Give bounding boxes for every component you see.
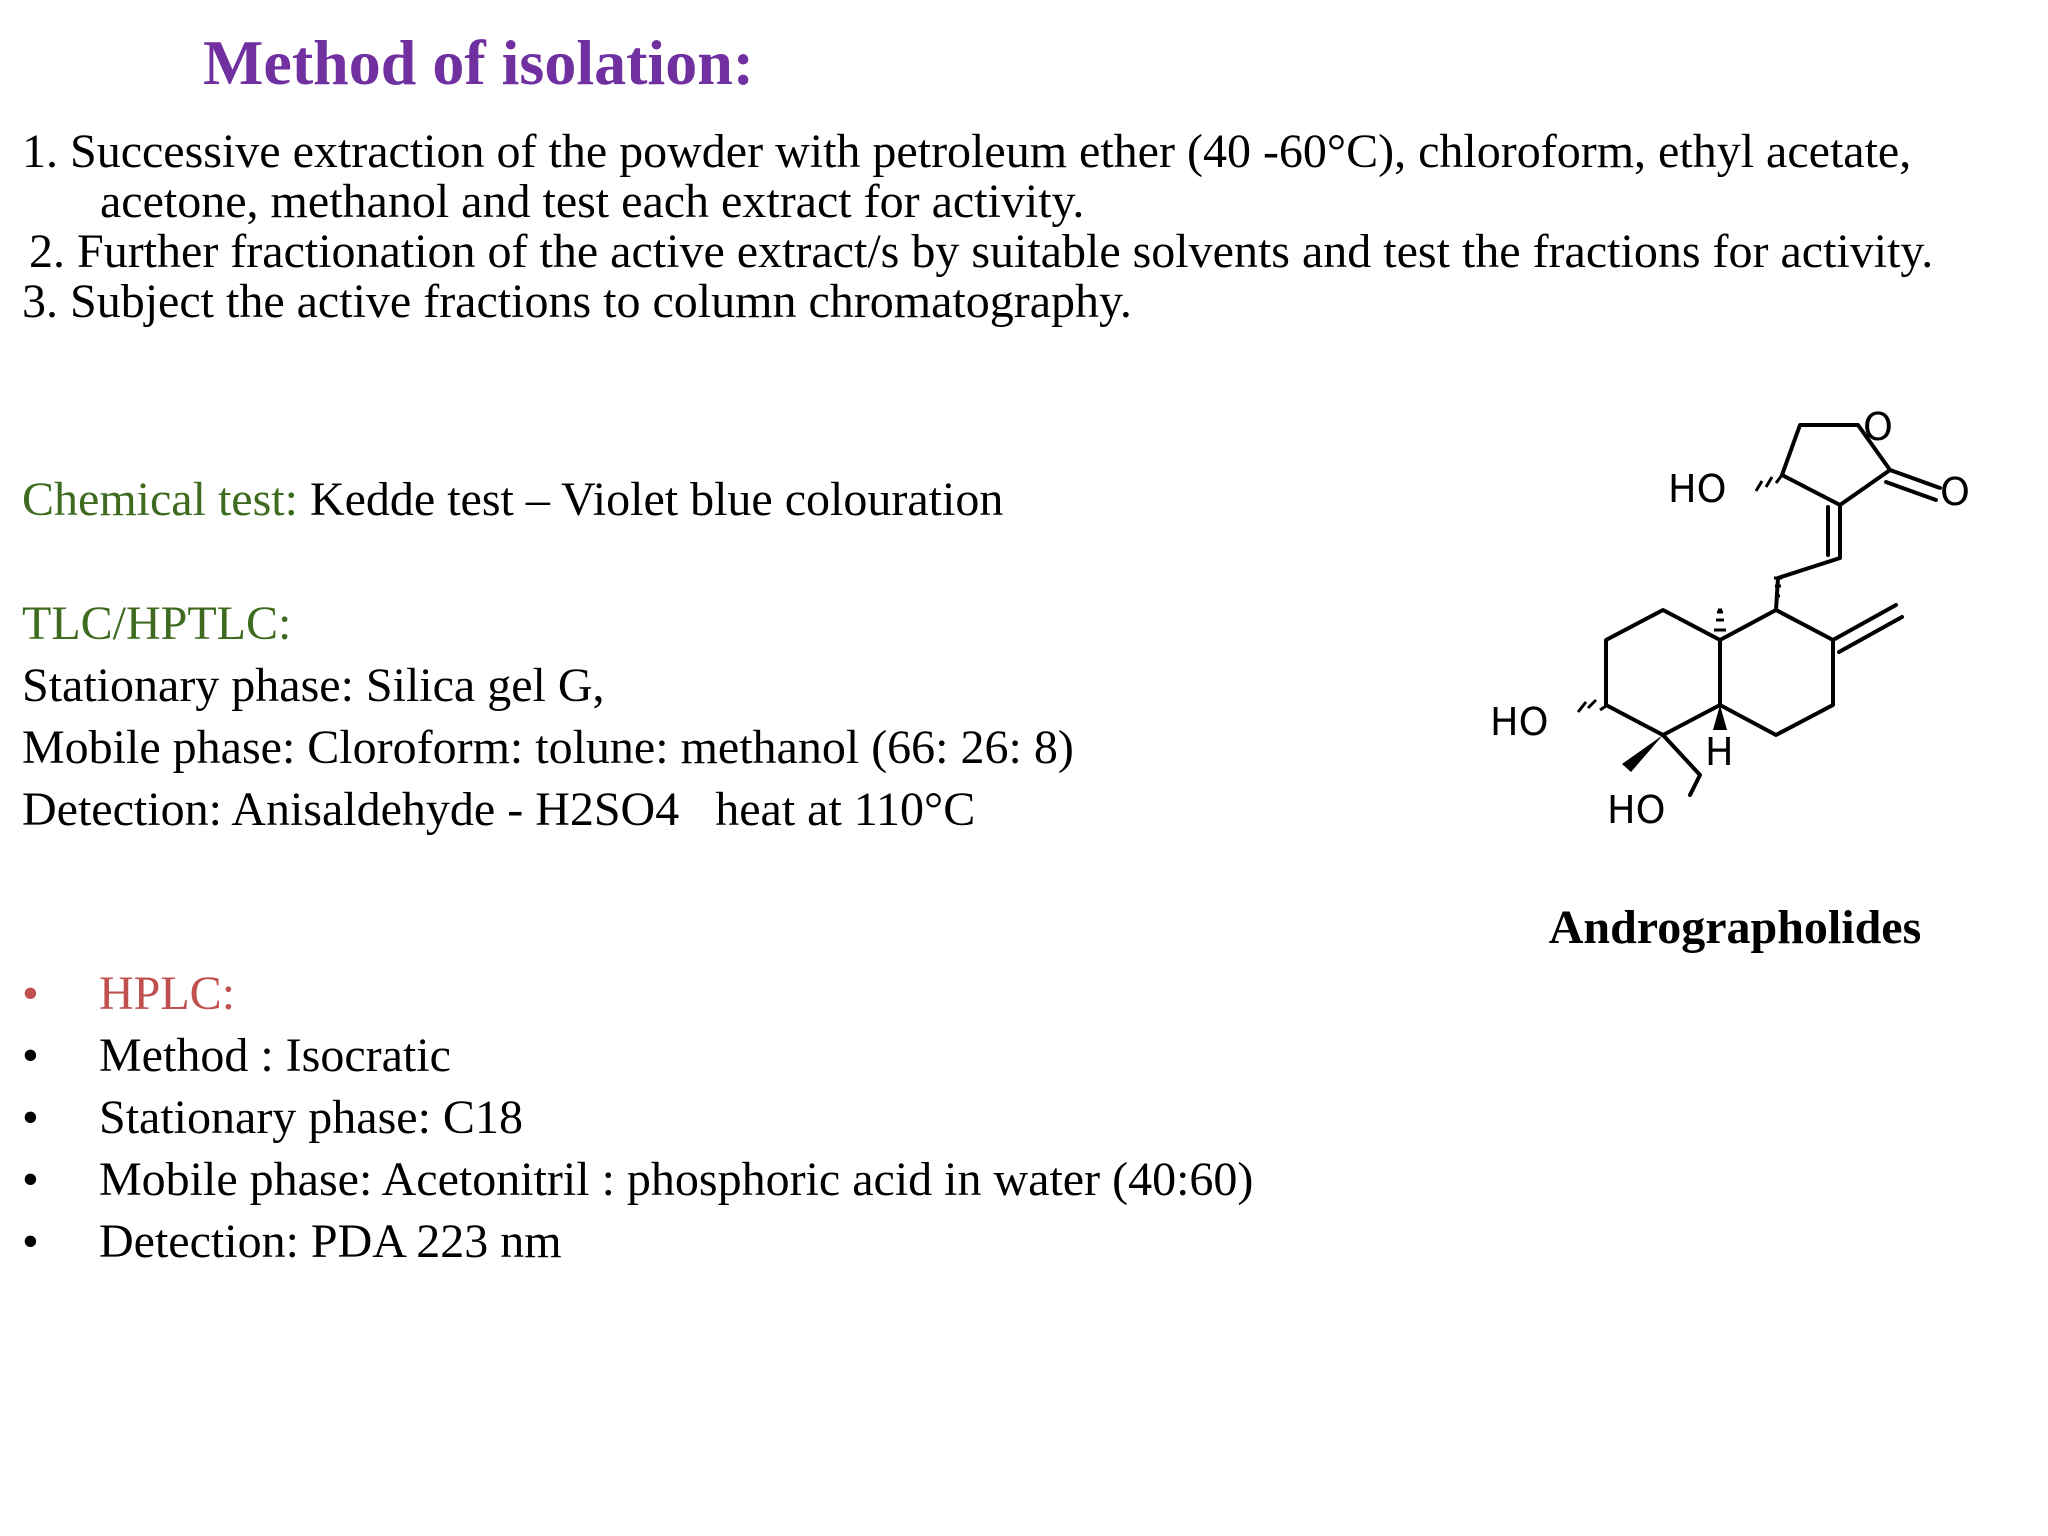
hplc-item-text: Method : Isocratic	[99, 1029, 451, 1082]
hydroxyl-bottom-label: HO	[1607, 788, 1666, 832]
tlc-detection: Detection: Anisaldehyde - H2SO4 heat at 110°C	[22, 783, 976, 836]
tlc-heading: TLC/HPTLC:	[22, 597, 292, 650]
bullet-icon: •	[22, 1029, 39, 1082]
hplc-item-text: Stationary phase: C18	[99, 1091, 523, 1144]
hplc-item	[22, 1087, 1253, 1149]
hydroxyl-top-label: HO	[1668, 467, 1727, 511]
bullet-icon: •	[22, 1091, 39, 1144]
chemical-test-line	[22, 470, 1003, 530]
carbonyl-oxygen-label: O	[1940, 470, 1970, 514]
slide-title: Method of isolation:	[203, 27, 755, 98]
chemical-test-label: Chemical test:	[22, 473, 298, 526]
chemical-test-value: Kedde test – Violet blue colouration	[297, 473, 1004, 526]
bullet-icon: •	[22, 967, 39, 1020]
hydrogen-label: H	[1705, 730, 1734, 774]
hplc-item	[22, 1211, 1253, 1273]
wedge-bond	[1622, 735, 1663, 772]
step-3: 3. Subject the active fractions to column chromatography.	[22, 275, 1132, 328]
bullet-icon: •	[22, 1215, 39, 1268]
hplc-heading-text: HPLC:	[99, 967, 236, 1020]
bullet-icon: •	[22, 1153, 39, 1206]
andrographolide-structure-diagram	[1465, 405, 2005, 845]
tlc-stationary-phase: Stationary phase: Silica gel G,	[22, 659, 605, 712]
hydroxyl-left-label: HO	[1490, 700, 1549, 744]
hplc-item-text: Detection: PDA 223 nm	[99, 1215, 562, 1268]
hplc-item	[22, 1025, 1253, 1087]
tlc-mobile-phase: Mobile phase: Cloroform: tolune: methanol (66: 26: 8)	[22, 721, 1074, 774]
step-2: 2. Further fractionation of the active extract/s by suitable solvents and test the fractions for activity.	[29, 225, 1934, 278]
step-1: 1. Successive extraction of the powder with petroleum ether (40 -60°C), chloroform, ethyl acetate, acetone, methanol and test each extract for activity.	[22, 125, 1912, 228]
ring-oxygen-label: O	[1863, 405, 1893, 449]
hplc-heading	[22, 963, 1253, 1025]
hplc-list	[22, 963, 1253, 1273]
structure-caption: Andrographolides	[1548, 901, 1922, 954]
hplc-item-text: Mobile phase: Acetonitril : phosphoric acid in water (40:60)	[99, 1153, 1254, 1206]
hplc-item	[22, 1149, 1253, 1211]
isolation-steps	[22, 127, 1982, 327]
